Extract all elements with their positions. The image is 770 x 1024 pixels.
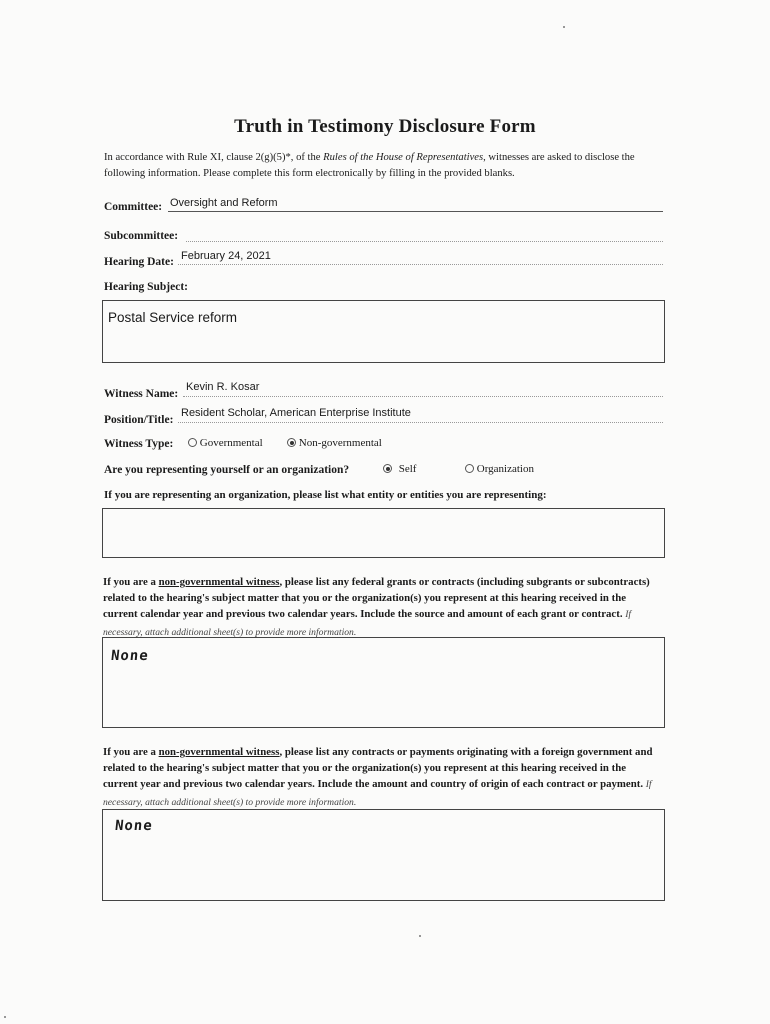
witness-type-label: Witness Type: [104, 438, 174, 450]
grants-q-link: non-governmental witness [158, 576, 280, 588]
witness-name-underline [183, 396, 663, 397]
grants-question [103, 574, 663, 641]
organization-label: Organization [476, 463, 534, 475]
hearing-subject-value: Postal Service reform [108, 310, 238, 325]
scan-speck [4, 1016, 6, 1018]
intro-text-start: In accordance with Rule XI, clause 2(g)(5)*, of the [104, 152, 324, 163]
representing-organization[interactable] [465, 463, 534, 475]
grants-box[interactable] [102, 637, 665, 728]
hearing-date-underline [178, 264, 663, 265]
witness-name-label: Witness Name: [104, 388, 179, 400]
non-governmental-label: Non-governmental [298, 437, 382, 449]
hearing-subject-label: Hearing Subject: [104, 281, 189, 293]
subcommittee-underline [186, 241, 663, 242]
radio-self-selected-icon[interactable] [383, 464, 392, 473]
foreign-answer: None [114, 818, 154, 834]
scan-speck [563, 26, 565, 28]
position-field[interactable]: Resident Scholar, American Enterprise Institute [181, 407, 411, 419]
grants-q-body: , please list any federal grants or contracts (including subgrants or subcontracts) related to the hearing's subject matter that you or the organization(s) you represent at this hearing received in the current calendar year and previous two calendar years. Include the source and amount of each grant or contract. [103, 576, 650, 621]
committee-label: Committee: [104, 201, 163, 213]
foreign-q-start: If you are a [103, 746, 159, 758]
radio-non-governmental-selected-icon[interactable] [287, 438, 296, 447]
hearing-date-label: Hearing Date: [104, 256, 174, 268]
witness-type-governmental[interactable] [188, 437, 263, 449]
grants-q-start: If you are a [103, 576, 159, 588]
position-underline [178, 422, 663, 423]
representing-label: Are you representing yourself or an organization? [104, 464, 350, 476]
committee-field[interactable]: Oversight and Reform [170, 197, 278, 209]
grants-answer: None [110, 648, 150, 664]
position-label: Position/Title: [104, 414, 174, 426]
radio-organization-icon[interactable] [465, 464, 474, 473]
foreign-question [103, 744, 663, 811]
foreign-box[interactable] [102, 809, 665, 901]
foreign-q-body: , please list any contracts or payments originating with a foreign government and related to the hearing's subject matter that you or the organization(s) you represent at this hearing received in the current year and previous two calendar years. Include the amount and country of origin of each contract or payment. [103, 746, 653, 791]
hearing-date-field[interactable]: February 24, 2021 [181, 250, 271, 262]
witness-type-non-governmental[interactable] [287, 437, 382, 449]
form-title: Truth in Testimony Disclosure Form [234, 116, 536, 137]
entity-box[interactable] [102, 508, 665, 558]
representing-self[interactable] [383, 463, 416, 475]
scan-speck [419, 935, 421, 937]
committee-underline [168, 211, 663, 212]
hearing-subject-box[interactable] [102, 300, 665, 363]
foreign-q-link: non-governmental witness [158, 746, 280, 758]
subcommittee-label: Subcommittee: [104, 230, 179, 242]
governmental-label: Governmental [199, 437, 263, 449]
intro-paragraph [104, 150, 664, 182]
entity-question: If you are representing an organization, please list what entity or entities you are representing: [104, 489, 547, 501]
radio-governmental-icon[interactable] [188, 438, 197, 447]
foreign-q-note: If necessary, attach additional sheet(s) to provide more information. [103, 779, 652, 808]
intro-text-rules: Rules of the House of Representatives [323, 152, 484, 163]
grants-q-note: If necessary, attach additional sheet(s) to provide more information. [103, 609, 632, 638]
self-label: Self [398, 463, 417, 475]
witness-name-field[interactable]: Kevin R. Kosar [186, 381, 260, 393]
intro-text-end: , witnesses are asked to disclose the following information. Please complete this form electronically by filling in the provided blanks. [104, 152, 635, 179]
